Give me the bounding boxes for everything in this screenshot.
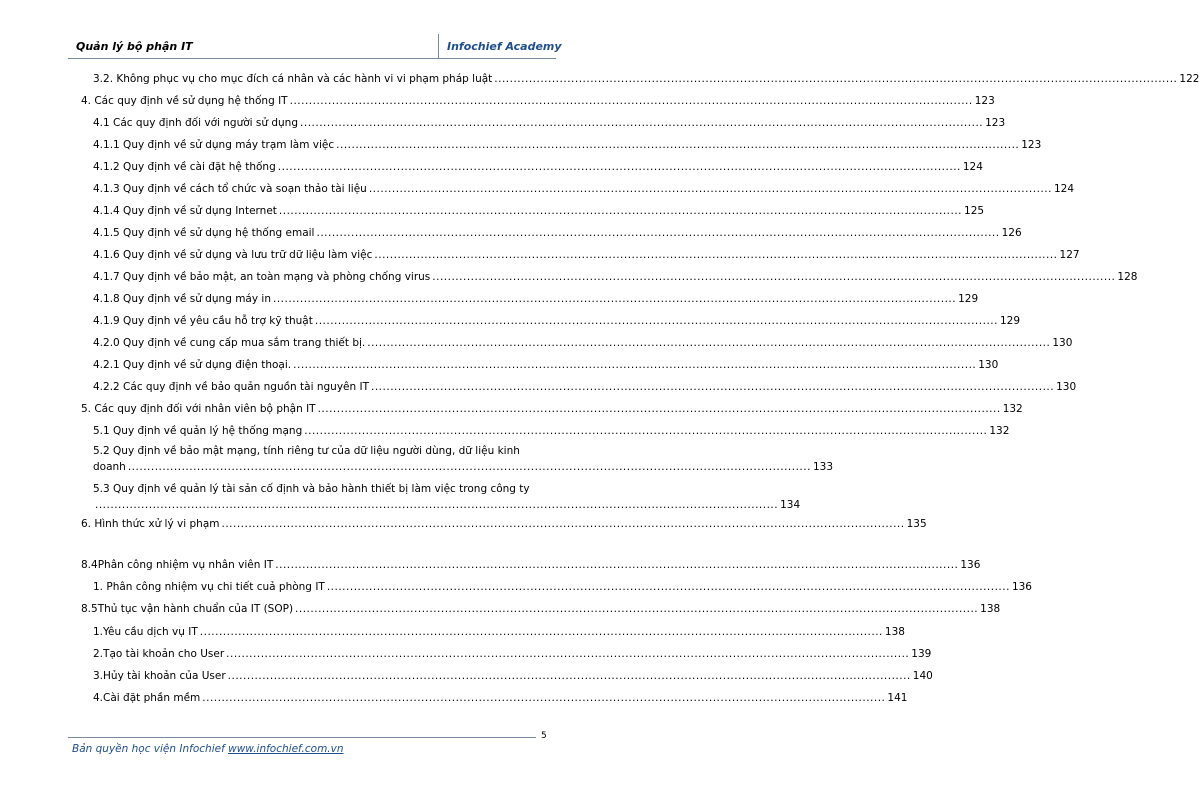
toc-entry[interactable]	[93, 381, 1077, 394]
toc-entry-label: 4. Các quy định về sử dụng hệ thống IT	[81, 95, 288, 107]
toc-entry[interactable]	[81, 95, 995, 108]
toc-entry-label: 5.3 Quy định về quản lý tài sản cố định và bảo hành thiết bị làm việc trong công ty	[93, 483, 530, 495]
toc-entry-page: 138	[980, 603, 1001, 615]
footer-website-link[interactable]: www.infochief.com.vn	[228, 743, 344, 755]
toc-entry[interactable]	[93, 315, 1021, 328]
footer-rule	[68, 737, 536, 738]
toc-leader-dots: ..................................................................................................................................................................................	[336, 139, 1020, 151]
toc-entry[interactable]	[93, 161, 983, 174]
toc-leader-dots: ..................................................................................................................................................................................	[374, 249, 1058, 261]
toc-entry-label: Hủy tài khoản của User	[103, 670, 226, 682]
toc-entry-page: 136	[960, 559, 981, 571]
toc-entry-page: 126	[1001, 227, 1022, 239]
toc-entry-page: 140	[912, 670, 933, 682]
toc-entry[interactable]	[93, 359, 999, 372]
toc-entry-number: 4.	[93, 692, 104, 704]
toc-entry-page: 141	[887, 692, 908, 704]
toc-entry[interactable]	[93, 249, 1080, 262]
header-rule	[68, 58, 556, 59]
toc-entry-number: 1.	[93, 626, 104, 638]
toc-leader-dots: ..................................................................................................................................................................................	[227, 670, 911, 682]
toc-leader-dots: ..................................................................................................................................................................................	[367, 337, 1051, 349]
toc-leader-dots: ..................................................................................................................................................................................	[293, 359, 977, 371]
toc-entry-label: 4.1.7 Quy định về bảo mật, an toàn mạng và phòng chống virus	[93, 271, 431, 283]
toc-leader-dots: ..................................................................................................................................................................................	[317, 403, 1001, 415]
toc-entry-label: Thủ tục vận hành chuẩn của IT (SOP)	[97, 603, 294, 615]
toc-entry[interactable]	[81, 518, 927, 531]
toc-leader-dots: ..................................................................................................................................................................................	[432, 271, 1116, 283]
toc-entry-label-cont: doanh	[93, 461, 126, 473]
toc-entry-label: 1. Phân công nhiệm vụ chi tiết cuả phòng IT	[93, 581, 325, 593]
toc-leader-dots: ..................................................................................................................................................................................	[304, 425, 988, 437]
toc-entry[interactable]	[93, 205, 985, 218]
toc-leader-dots: ..................................................................................................................................................................................	[371, 381, 1055, 393]
toc-entry[interactable]	[81, 603, 1001, 616]
toc-leader-dots: ..................................................................................................................................................................................	[221, 518, 905, 530]
toc-entry[interactable]	[93, 692, 908, 705]
toc-entry[interactable]	[93, 425, 1010, 438]
toc-entry[interactable]	[93, 183, 1074, 196]
toc-entry-label: 4.1.1 Quy định về sử dụng máy trạm làm việc	[93, 139, 335, 151]
toc-entry-label: Tạo tài khoản cho User	[103, 648, 225, 660]
toc-entry-label: 4.2.1 Quy định về sử dụng điện thoại.	[93, 359, 292, 371]
toc-entry[interactable]	[81, 559, 981, 572]
toc-leader-dots: ..................................................................................................................................................................................	[199, 626, 883, 638]
toc-entry[interactable]	[93, 293, 979, 306]
toc-entry-number: 2.	[93, 648, 104, 660]
toc-entry-page: 128	[1117, 271, 1138, 283]
toc-entry-page: 125	[964, 205, 985, 217]
toc-leader-dots: ..................................................................................................................................................................................	[295, 603, 979, 615]
toc-entry-label: 4.2.0 Quy định về cung cấp mua sắm trang thiết bị.	[93, 337, 366, 349]
toc-entry-label: Phân công nhiệm vụ nhân viên IT	[97, 559, 274, 571]
toc-entry-label: 4.1.3 Quy định về cách tổ chức và soạn thảo tài liệu	[93, 183, 367, 195]
footer-copyright-text: Bản quyền học viện Infochief	[72, 743, 225, 755]
toc-entry-label: 5.2 Quy định về bảo mật mạng, tính riêng tư của dữ liệu người dùng, dữ liệu kinh	[93, 445, 520, 457]
toc-entry[interactable]	[93, 227, 1022, 240]
toc-entry-label: 4.1.5 Quy định về sử dụng hệ thống email	[93, 227, 315, 239]
toc-entry[interactable]	[93, 581, 1032, 594]
page-number: 5	[541, 731, 547, 741]
toc-entry-label: 5. Các quy định đối với nhân viên bộ phận IT	[81, 403, 316, 415]
toc-leader-dots: ..................................................................................................................................................................................	[95, 499, 779, 511]
toc-leader-dots: ..................................................................................................................................................................................	[314, 315, 998, 327]
toc-entry-page: 123	[985, 117, 1006, 129]
toc-entry-page: 130	[1052, 337, 1073, 349]
toc-entry-page: 136	[1011, 581, 1032, 593]
toc-leader-dots: ..................................................................................................................................................................................	[278, 205, 963, 217]
toc-entry-page: 139	[911, 648, 932, 660]
header-separator	[438, 34, 439, 58]
toc-leader-dots: ..................................................................................................................................................................................	[275, 559, 959, 571]
toc-entry-label: 4.1 Các quy định đối với người sử dụng	[93, 117, 299, 129]
toc-leader-dots: ..................................................................................................................................................................................	[289, 95, 973, 107]
toc-entry-label: 4.1.2 Quy định về cài đặt hệ thống	[93, 161, 276, 173]
toc-entry-page: 132	[989, 425, 1010, 437]
toc-entry[interactable]	[81, 403, 1023, 416]
toc-entry-label: 5.1 Quy định về quản lý hệ thống mạng	[93, 425, 303, 437]
toc-entry[interactable]	[93, 670, 933, 683]
toc-entry-label: 4.1.9 Quy định về yêu cầu hỗ trợ kỹ thuật	[93, 315, 313, 327]
toc-entry[interactable]	[93, 271, 1138, 284]
toc-leader-dots: ..................................................................................................................................................................................	[226, 648, 910, 660]
toc-entry-page: 129	[958, 293, 979, 305]
toc-leader-dots: ..................................................................................................................................................................................	[494, 73, 1178, 85]
toc-entry-label: 4.2.2 Các quy định về bảo quản nguồn tài nguyên IT	[93, 381, 369, 393]
toc-entry-label: 6. Hình thức xử lý vi phạm	[81, 518, 220, 530]
toc-entry-page: 127	[1059, 249, 1080, 261]
toc-entry[interactable]	[93, 139, 1042, 152]
toc-leader-dots: ..................................................................................................................................................................................	[316, 227, 1000, 239]
toc-entry[interactable]	[93, 483, 801, 512]
toc-entry-page: 134	[780, 499, 801, 511]
toc-entry-page: 130	[1056, 381, 1077, 393]
toc-entry-page: 123	[974, 95, 995, 107]
toc-entry-number: 3.	[93, 670, 104, 682]
toc-entry-number: 8.5	[81, 603, 98, 615]
toc-entry[interactable]	[93, 626, 905, 639]
toc-entry-page: 122	[1179, 73, 1199, 85]
footer-copyright	[72, 743, 344, 755]
toc-leader-dots: ..................................................................................................................................................................................	[368, 183, 1052, 195]
toc-entry-page: 130	[978, 359, 999, 371]
toc-entry[interactable]	[93, 337, 1073, 350]
toc-entry-page: 124	[962, 161, 983, 173]
toc-entry-label: 4.1.8 Quy định về sử dụng máy in	[93, 293, 271, 305]
toc-entry[interactable]	[93, 648, 932, 661]
toc-entry-page: 123	[1021, 139, 1042, 151]
toc-entry-label: 4.1.6 Quy định về sử dụng và lưu trữ dữ liệu làm việc	[93, 249, 373, 261]
header-brand: Infochief Academy	[447, 40, 562, 53]
toc-leader-dots: ..................................................................................................................................................................................	[127, 461, 811, 473]
toc-leader-dots: ..................................................................................................................................................................................	[326, 581, 1010, 593]
toc-entry-page: 124	[1053, 183, 1074, 195]
toc-entry-page: 138	[884, 626, 905, 638]
toc-entry-page: 129	[999, 315, 1021, 327]
toc-entry[interactable]	[93, 117, 1006, 130]
toc-entry-page: 133	[812, 461, 833, 473]
toc-leader-dots: ..................................................................................................................................................................................	[300, 117, 984, 129]
toc-entry-page: 135	[906, 518, 927, 530]
toc-entry-label: 4.1.4 Quy định về sử dụng Internet	[93, 205, 277, 217]
header-title: Quản lý bộ phận IT	[76, 40, 193, 53]
toc-entry-label: Yêu cầu dịch vụ IT	[103, 626, 198, 638]
toc-entry-label: Cài đặt phần mềm	[103, 692, 201, 704]
toc-entry[interactable]	[93, 73, 1199, 86]
toc-leader-dots: ..................................................................................................................................................................................	[277, 161, 961, 173]
toc-entry-number: 8.4	[81, 559, 98, 571]
toc-entry[interactable]	[93, 445, 833, 474]
toc-leader-dots: ..................................................................................................................................................................................	[202, 692, 886, 704]
toc-entry-label: 3.2. Không phục vụ cho mục đích cá nhân và các hành vi vi phạm pháp luật	[93, 73, 493, 85]
toc-leader-dots: ..................................................................................................................................................................................	[273, 293, 957, 305]
toc-entry-page: 132	[1002, 403, 1023, 415]
